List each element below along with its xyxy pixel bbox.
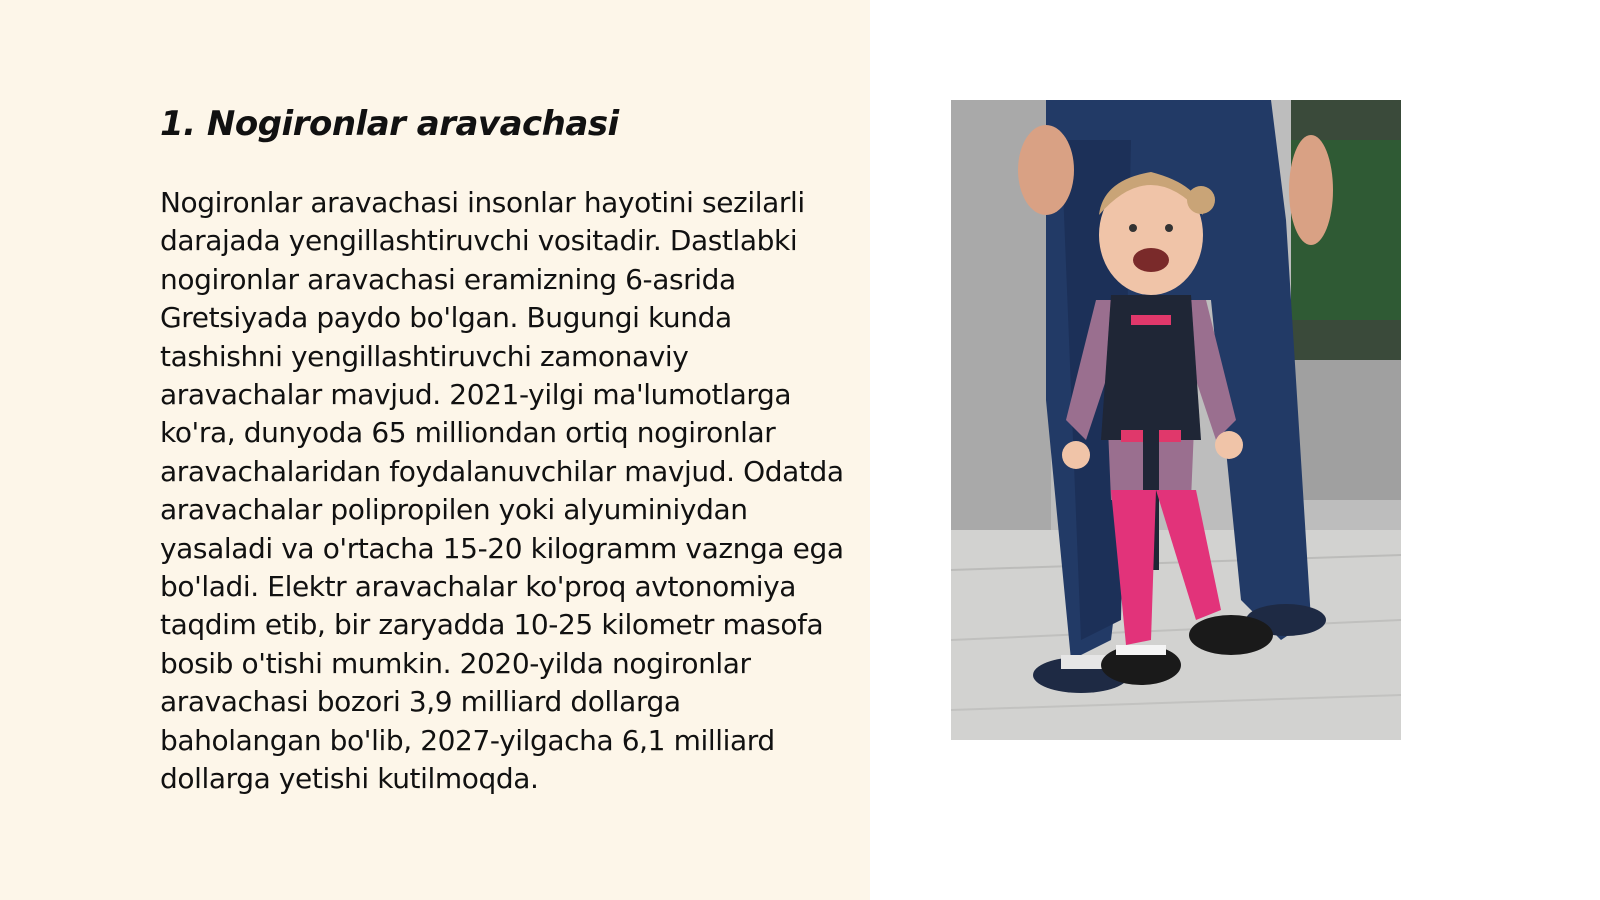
photo-illustration [951,100,1401,740]
child-in-harness-photo [951,100,1401,740]
slide-body-text: Nogironlar aravachasi insonlar hayotini sezilarli darajada yengillashtiruvchi vositadir. Dastlabki nogironlar aravachasi eramizning 6-asrida Gretsiyada paydo bo'lgan. Bugungi kunda tashishni yengillashtiruvchi zamonaviy aravachalar mavjud. 2021-yilgi ma'lumotlarga ko'ra, dunyoda 65 milliondan ortiq nogironlar aravachalaridan foydalanuvchilar mavjud. Odatda aravachalar polipropilen yoki alyuminiydan yasaladi va o'rtacha 15-20 kilogramm vaznga ega bo'ladi. Elektr aravachalar ko'proq avtonomiya taqdim etib, bir zaryadda 10-25 kilometr masofa bosib o'tishi mumkin. 2020-yilda nogironlar aravachasi bozori 3,9 milliard dollarga baholangan bo'lib, 2027-yilgacha 6,1 milliard dollarga yetishi kutilmoqda. [160,186,844,796]
slide-heading: 1. Nogironlar aravachasi [160,104,619,144]
